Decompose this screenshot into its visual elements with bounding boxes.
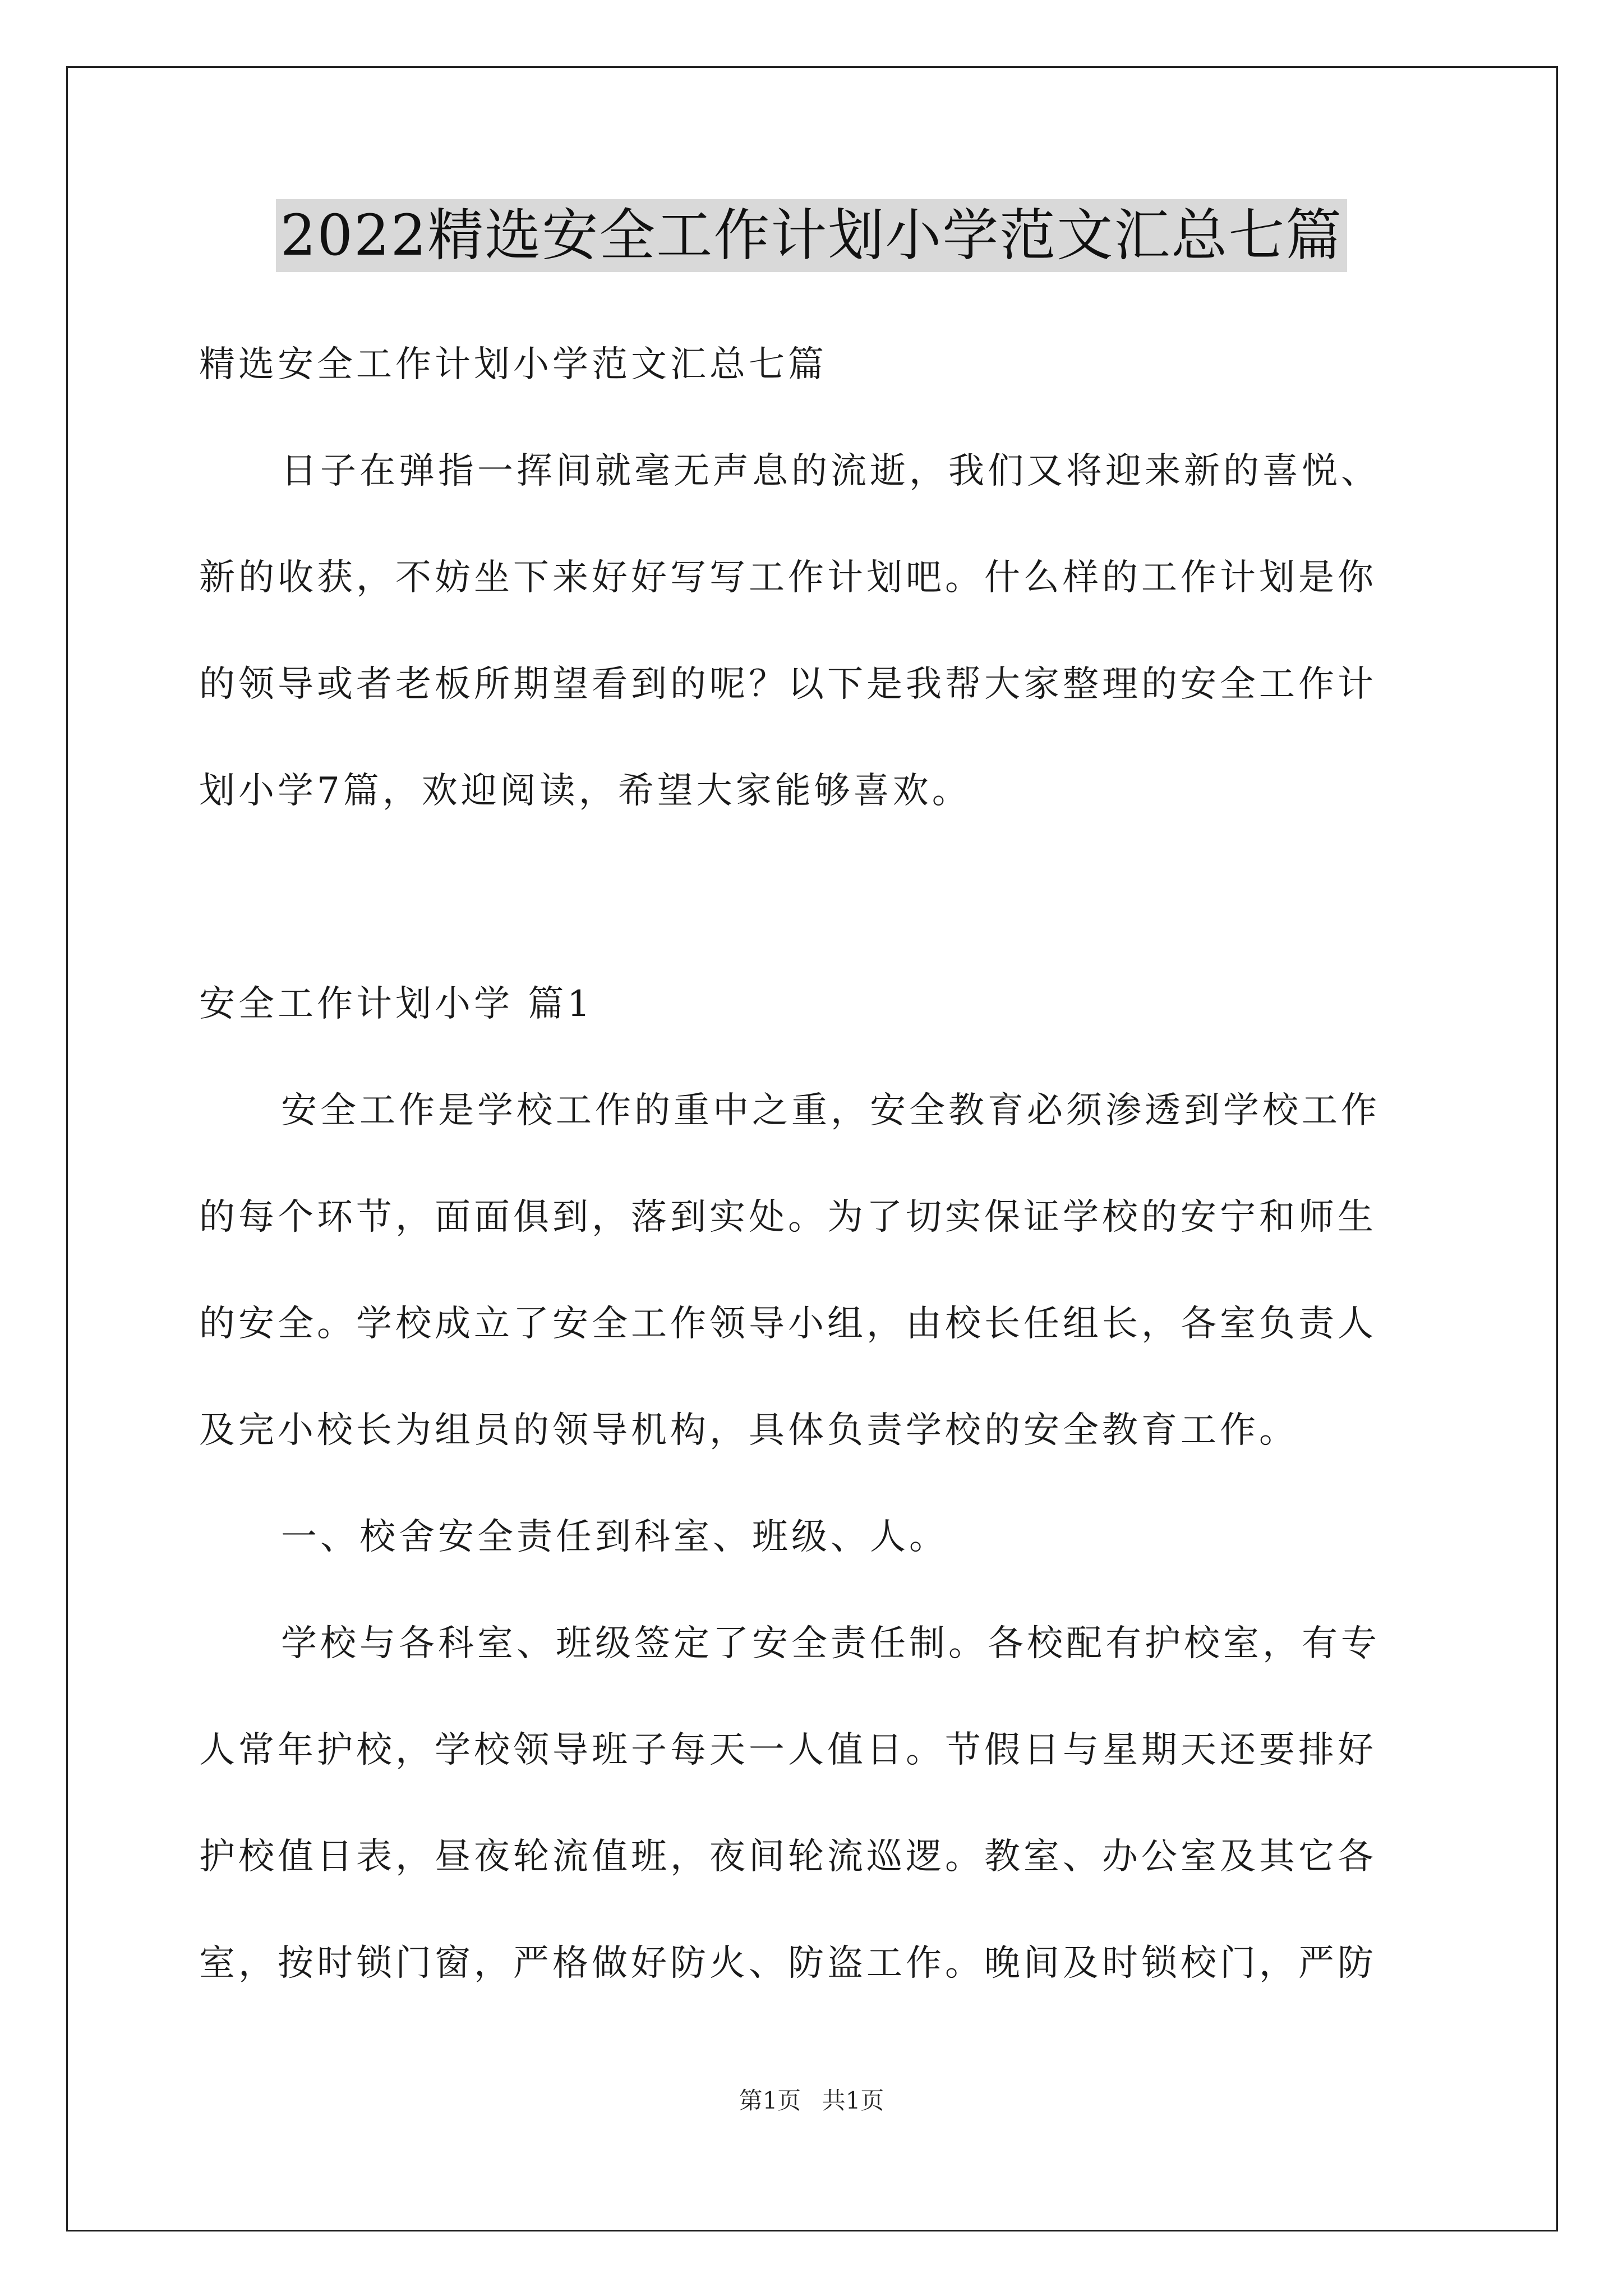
paragraph-gap xyxy=(199,844,1427,951)
paragraph-line: 的安全。学校成立了安全工作领导小组，由校长任组长，各室负责人 xyxy=(199,1303,1377,1345)
paragraph-line: 日子在弹指一挥间就毫无声息的流逝，我们又将迎来新的喜悦、 xyxy=(281,450,1380,492)
paragraph-line: 人常年护校，学校领导班子每天一人值日。节假日与星期天还要排好 xyxy=(199,1729,1377,1771)
paragraph-line: 护校值日表，昼夜轮流值班，夜间轮流巡逻。教室、办公室及其它各 xyxy=(199,1836,1377,1878)
page-footer xyxy=(0,2084,1623,2118)
document-title: 2022精选安全工作计划小学范文汇总七篇 xyxy=(276,199,1348,272)
paragraph-line: 新的收获，不妨坐下来好好写写工作计划吧。什么样的工作计划是你 xyxy=(199,557,1377,599)
page-number: 第1页 xyxy=(739,2087,801,2114)
paragraph-line: 划小学7篇，欢迎阅读，希望大家能够喜欢。 xyxy=(199,770,971,812)
section-heading: 安全工作计划小学 篇1 xyxy=(199,983,594,1025)
title-wrap xyxy=(0,199,1623,272)
paragraph-line: 室，按时锁门窗，严格做好防火、防盗工作。晚间及时锁校门，严防 xyxy=(199,1943,1377,1984)
paragraph-line: 的领导或者老板所期望看到的呢？以下是我帮大家整理的安全工作计 xyxy=(199,664,1377,705)
subtitle-line: 精选安全工作计划小学范文汇总七篇 xyxy=(199,344,827,385)
page-total: 共1页 xyxy=(822,2087,884,2114)
paragraph-line: 的每个环节，面面俱到，落到实处。为了切实保证学校的安宁和师生 xyxy=(199,1197,1377,1238)
paragraph-line: 学校与各科室、班级签定了安全责任制。各校配有护校室，有专 xyxy=(281,1623,1380,1664)
paragraph-line: 安全工作是学校工作的重中之重，安全教育必须渗透到学校工作 xyxy=(281,1090,1380,1131)
paragraph-line: 及完小校长为组员的领导机构，具体负责学校的安全教育工作。 xyxy=(199,1410,1298,1451)
document-body xyxy=(199,311,1427,2017)
list-heading: 一、校舍安全责任到科室、班级、人。 xyxy=(281,1516,948,1558)
